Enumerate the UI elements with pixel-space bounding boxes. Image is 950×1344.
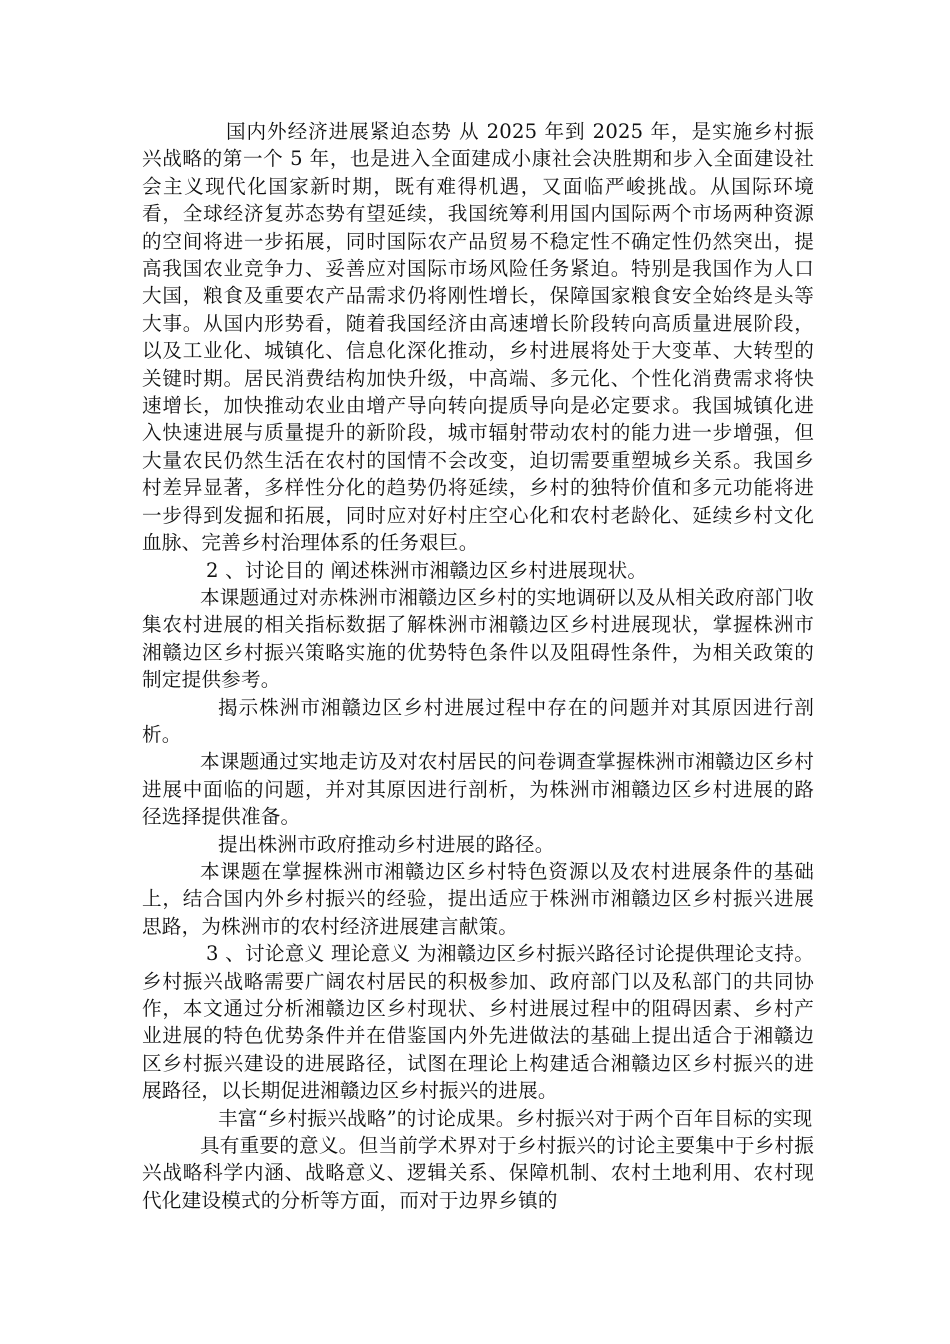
paragraph-purpose-1: 本课题通过对赤株洲市湘赣边区乡村的实地调研以及从相关政府部门收集农村进展的相关指标数据了解株洲市湘赣边区乡村进展现状，掌握株洲市湘赣边区乡村振兴策略实施的优势特色条件以及阻碍性条件，为相关政策的制定提供参考。 — [142, 585, 814, 692]
paragraph-purpose-3: 本课题在掌握株洲市湘赣边区乡村特色资源以及农村进展条件的基础上，结合国内外乡村振兴的经验，提出适应于株洲市湘赣边区乡村振兴进展思路，为株洲市的农村经济进展建言献策。 — [142, 859, 814, 938]
paragraph-purpose-2-title: 揭示株洲市湘赣边区乡村进展过程中存在的问题并对其原因进行剖析。 — [142, 695, 814, 746]
paragraph-purpose-2: 本课题通过实地走访及对农村居民的问卷调查掌握株洲市湘赣边区乡村进展中面临的问题，并对其原因进行剖析，为株洲市湘赣边区乡村进展的路径选择提供准备。 — [142, 750, 814, 829]
paragraph-economic-situation: 国内外经济进展紧迫态势 从 2025 年到 2025 年，是实施乡村振兴战略的第一个 5 年，也是进入全面建成小康社会决胜期和步入全面建设社会主义现代化国家新时期，既有难得机遇，又面临严峻挑战。从国际环境看，全球经济复苏态势有望延续，我国统筹利用国内国际两个市场两种资源的空间将进一步拓展，同时国际农产品贸易不稳定性不确定性仍然突出，提高我国农业竞争力、妥善应对国际市场风险任务紧迫。特别是我国作为人口大国，粮食及重要农产品需求仍将刚性增长，保障国家粮食安全始终是头等大事。从国内形势看，随着我国经济由高速增长阶段转向高质量进展阶段，以及工业化、城镇化、信息化深化推动，乡村进展将处于大变革、大转型的关键时期。居民消费结构加快升级，中高端、多元化、个性化消费需求将快速增长，加快推动农业由增产导向转向提质导向是必定要求。我国城镇化进入快速进展与质量提升的新阶段，城市辐射带动农村的能力进一步增强，但大量农民仍然生活在农村的国情不会改变，迫切需要重塑城乡关系。我国乡村差异显著，多样性分化的趋势仍将延续，乡村的独特价值和多元功能将进一步得到发掘和拓展，同时应对好村庄空心化和农村老龄化、延续乡村文化血脉、完善乡村治理体系的任务艰巨。 — [142, 120, 814, 555]
paragraph-purpose-3-title: 提出株洲市政府推动乡村进展的路径。 — [218, 832, 555, 856]
paragraph-enrich-results-title: 丰富“乡村振兴战略”的讨论成果。乡村振兴对于两个百年目标的实现 — [218, 1106, 813, 1130]
paragraph-research-significance: 3 、讨论意义 理论意义 为湘赣边区乡村振兴路径讨论提供理论支持。乡村振兴战略需要广阔农村居民的积极参加、政府部门以及私部门的共同协作，本文通过分析湘赣边区乡村现状、乡村进展过程中的阻碍因素、乡村产业进展的特色优势条件并在借鉴国内外先进做法的基础上提出适合于湘赣边区乡村振兴建设的进展路径，试图在理论上构建适合湘赣边区乡村振兴的进展路径，以长期促进湘赣边区乡村振兴的进展。 — [142, 942, 814, 1103]
paragraph-enrich-results: 具有重要的意义。但当前学术界对于乡村振兴的讨论主要集中于乡村振兴战略科学内涵、战略意义、逻辑关系、保障机制、农村土地利用、农村现代化建设模式的分析等方面，而对于边界乡镇的 — [142, 1134, 814, 1212]
document-body — [142, 118, 814, 1214]
heading-research-purpose: 2 、讨论目的 阐述株洲市湘赣边区乡村进展现状。 — [206, 558, 648, 582]
